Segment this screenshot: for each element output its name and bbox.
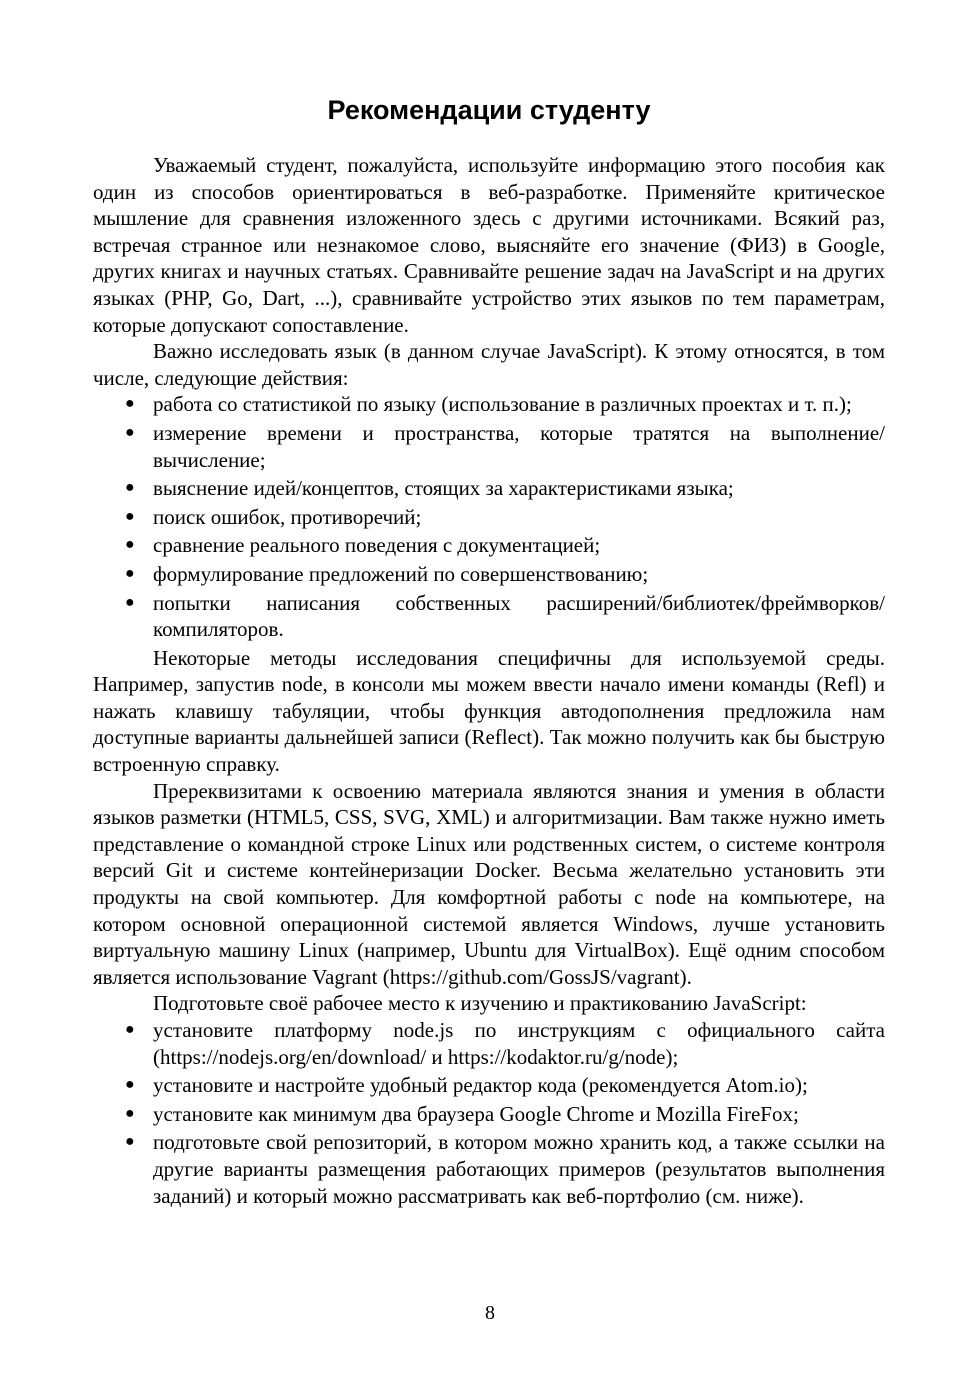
bullet-icon: ● xyxy=(125,1021,135,1038)
list-item xyxy=(125,561,885,588)
list-item xyxy=(125,532,885,559)
page-number: 8 xyxy=(485,1302,495,1324)
list-item-text: установите как минимум два браузера Google Chrome и Mozilla FireFox; xyxy=(153,1101,799,1126)
research-actions-list xyxy=(93,391,885,642)
list-item xyxy=(125,590,885,643)
list-item xyxy=(125,1072,885,1099)
paragraph-workspace: Подготовьте своё рабочее место к изучению и практикованию JavaScript: xyxy=(153,991,807,1016)
list-item-text: выяснение идей/концептов, стоящих за характеристиками языка; xyxy=(153,476,734,501)
bullet-icon: ● xyxy=(125,593,135,611)
page-content xyxy=(93,90,885,1211)
bullet-icon: ● xyxy=(125,564,135,582)
list-item-text: установите платформу node.js по инструкциям с официального сайта (https://nodejs.org/en/download/ и https://kodaktor.ru/g/node); xyxy=(153,1018,885,1069)
list-item xyxy=(125,504,885,531)
body-text xyxy=(93,152,885,1209)
bullet-icon: ● xyxy=(125,1076,135,1094)
bullet-icon: ● xyxy=(125,507,135,525)
bullet-icon: ● xyxy=(125,423,135,441)
paragraph-research: Важно исследовать язык (в данном случае JavaScript). К этому относятся, в том числе, следующие действия: xyxy=(93,339,885,390)
list-item-text: подготовьте свой репозиторий, в котором можно хранить код, а также ссылки на другие варианты размещения работающих примеров (результатов выполнения заданий) и который можно рассматривать как веб-портфолио (см. ниже). xyxy=(153,1130,885,1208)
list-item xyxy=(125,1101,885,1128)
bullet-icon: ● xyxy=(125,1104,135,1122)
bullet-icon: ● xyxy=(125,536,135,554)
workspace-setup-list xyxy=(93,1017,885,1209)
bullet-icon: ● xyxy=(125,1133,135,1151)
paragraph-prerequisites: Пререквизитами к освоению материала являются знания и умения в области языков разметки (HTML5, CSS, SVG, XML) и алгоритмизации. Вам также нужно иметь представление о командной строке Linux или родственных систем, о системе контроля версий Git и системе контейнеризации Docker. Весьма желательно установить эти продукты на свой компьютер. Для комфортной работы с node на компьютере, на котором основной операционной системой является Windows, лучше установить виртуальную машину Linux (например, Ubuntu для VirtualBox). Ещё одним способом является использование Vagrant (https://github.com/GossJS/vagrant). xyxy=(93,778,885,989)
list-item xyxy=(125,420,885,473)
list-item-text: сравнение реального поведения с документацией; xyxy=(153,533,601,558)
page-title: Рекомендации студенту xyxy=(327,95,651,125)
bullet-icon: ● xyxy=(125,479,135,497)
list-item xyxy=(125,1129,885,1209)
list-item-text: работа со статистикой по языку (использование в различных проектах и т. п.); xyxy=(153,392,852,417)
list-item xyxy=(125,391,885,418)
bullet-icon: ● xyxy=(125,395,135,413)
paragraph-intro: Уважаемый студент, пожалуйста, используйте информацию этого пособия как один из способов ориентироваться в веб-разработке. Применяйте критическое мышление для сравнения изложенного здесь с другими источниками. Всякий раз, встречая странное или незнакомое слово, выясняйте его значение (ФИЗ) в Google, других книгах и научных статьях. Сравнивайте решение задач на JavaScript и на других языках (PHP, Go, Dart, ...), сравнивайте устройство этих языков по тем параметрам, которые допускают сопоставление. xyxy=(93,153,885,337)
list-item-text: поиск ошибок, противоречий; xyxy=(153,504,422,529)
list-item-text: формулирование предложений по совершенствованию; xyxy=(153,561,649,586)
list-item xyxy=(125,475,885,502)
paragraph-methods: Некоторые методы исследования специфичны для используемой среды. Например, запустив node, в консоли мы можем ввести начало имени команды (Refl) и нажать клавишу табуляции, чтобы функция автодополнения предложила нам доступные варианты дальнейшей записи (Reflect). Так можно получить как бы быструю встроенную справку. xyxy=(93,645,885,777)
list-item-text: установите и настройте удобный редактор кода (рекомендуется Atom.io); xyxy=(153,1073,808,1098)
list-item xyxy=(125,1017,885,1070)
list-item-text: измерение времени и пространства, которые тратятся на выполнение/вычисление; xyxy=(153,420,885,472)
list-item-text: попытки написания собственных расширений/библиотек/фреймворков/компиляторов. xyxy=(153,590,885,642)
